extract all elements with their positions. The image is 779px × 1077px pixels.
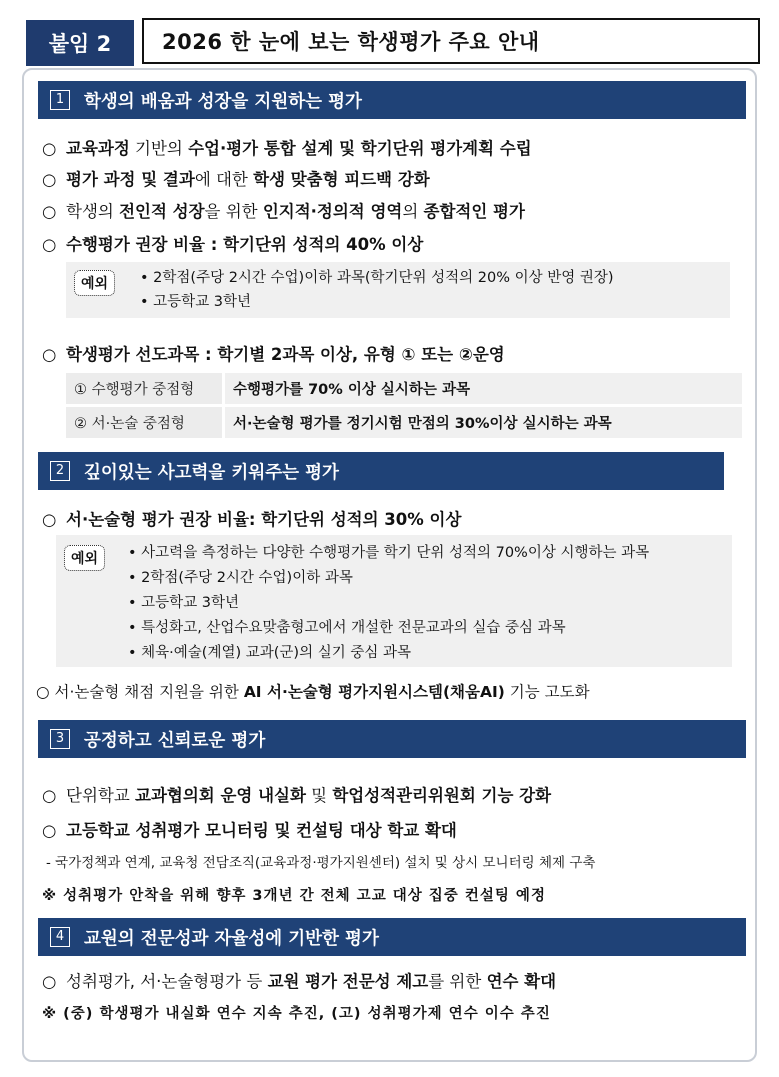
s3-note: ※ 성취평가 안착을 위해 향후 3개년 간 전체 고교 대상 집중 컨설팅 예정 [42, 888, 546, 904]
s3-sub-line: - 국가정책과 연계, 교육청 전담조직(교육과정·평가지원센터) 설치 및 상시 모니터링 체제 구축 [46, 855, 596, 871]
text-bold: 교과협의회 운영 내실화 [135, 786, 306, 805]
exception-item: • 체육·예술(계열) 교과(군)의 실기 중심 과목 [128, 645, 411, 661]
text-bold: 전인적 성장 [119, 202, 205, 221]
bullet-icon: ○ [42, 139, 57, 158]
exception-label: 예외 [64, 545, 105, 571]
text: 성취평가, 서·논술형평가 등 [66, 972, 268, 991]
s1-line-4 [42, 231, 423, 255]
text-bold: 수업·평가 통합 설계 및 학기단위 평가계획 수립 [188, 139, 532, 158]
text: 기능 고도화 [504, 683, 590, 701]
exception-item: • 고등학교 3학년 [140, 294, 252, 310]
table-row [66, 373, 742, 404]
s3-line-1 [42, 782, 551, 806]
text-bold: 학생 맞춤형 피드백 강화 [253, 170, 430, 189]
section-title: 깊이있는 사고력을 키워주는 평가 [84, 462, 339, 483]
s1-line-3 [42, 198, 525, 222]
text-bold: 수행평가 권장 비율 : 학기단위 성적의 40% 이상 [66, 235, 424, 254]
text-bold: 고등학교 성취평가 모니터링 및 컨설팅 대상 학교 확대 [66, 821, 457, 840]
text: 의 [402, 202, 424, 221]
bullet-icon: ○ [42, 972, 57, 991]
section-title: 교원의 전문성과 자율성에 기반한 평가 [84, 928, 379, 949]
bullet-icon: ○ [42, 786, 57, 805]
bullet-icon: ○ [42, 235, 57, 254]
section-3-header [38, 720, 746, 758]
s2-line-2 [36, 680, 590, 702]
s1-exception-box [66, 262, 730, 318]
bullet-icon: ○ [42, 821, 57, 840]
text: 을 위한 [204, 202, 263, 221]
attachment-tag: 붙임 2 [26, 20, 134, 66]
text-bold: 인지적·정의적 영역 [262, 202, 403, 221]
text-bold: 평가 과정 및 결과 [66, 170, 195, 189]
section-title: 학생의 배움과 성장을 지원하는 평가 [84, 91, 362, 112]
text-bold: 교원 평가 전문성 제고 [267, 972, 429, 991]
s2-exception-box [56, 535, 732, 667]
s1-line-2 [42, 166, 430, 190]
exception-item: • 2학점(주당 2시간 수업)이하 과목 [128, 570, 353, 586]
text: 서·논술형 채점 지원을 위한 [54, 683, 244, 701]
text: 를 위한 [428, 972, 487, 991]
section-4-header [38, 918, 746, 956]
text: 학생의 [66, 202, 120, 221]
bullet-icon: ○ [42, 510, 57, 529]
exception-label: 예외 [74, 270, 115, 296]
section-title: 공정하고 신뢰로운 평가 [84, 730, 266, 751]
s1-line-5 [42, 341, 505, 365]
s2-line-1 [42, 506, 461, 530]
section-number: 2 [50, 461, 70, 481]
s3-line-2 [42, 817, 457, 841]
text-bold: 학업성적관리위원회 기능 강화 [332, 786, 552, 805]
type-cell: ① 수행평가 중점형 [66, 373, 222, 404]
exception-item: • 2학점(주당 2시간 수업)이하 과목(학기단위 성적의 20% 이상 반영 권장) [140, 270, 614, 286]
text: 에 대한 [194, 170, 254, 189]
s1-line-1 [42, 135, 532, 159]
text: 및 [305, 786, 333, 805]
bullet-icon: ○ [36, 683, 50, 701]
text-bold: 종합적인 평가 [423, 202, 525, 221]
s4-line-1 [42, 968, 556, 992]
s4-note: ※ (중) 학생평가 내실화 연수 지속 추진, (고) 성취평가제 연수 이수 추진 [42, 1006, 551, 1022]
table-row [66, 407, 742, 438]
exception-item: • 고등학교 3학년 [128, 595, 240, 611]
bullet-icon: ○ [42, 202, 57, 221]
text-bold: AI 서·논술형 평가지원시스템(채움AI) [243, 683, 505, 701]
leading-subject-table [66, 370, 742, 441]
section-number: 3 [50, 729, 70, 749]
exception-item: • 특성화고, 산업수요맞춤형고에서 개설한 전문교과의 실습 중심 과목 [128, 620, 566, 636]
type-cell: ② 서·논술 중점형 [66, 407, 222, 438]
text-bold: 교육과정 [66, 139, 130, 158]
text-bold: 연수 확대 [486, 972, 557, 991]
exception-item: • 사고력을 측정하는 다양한 수행평가를 학기 단위 성적의 70%이상 시행하는 과목 [128, 545, 650, 561]
section-2-header [38, 452, 724, 490]
section-number: 1 [50, 90, 70, 110]
bullet-icon: ○ [42, 170, 57, 189]
desc-cell: 서·논술형 평가를 정기시험 만점의 30%이상 실시하는 과목 [222, 407, 742, 438]
text-bold: 학생평가 선도과목 : 학기별 2과목 이상, 유형 ① 또는 ②운영 [66, 345, 505, 364]
page-title: 2026 한 눈에 보는 학생평가 주요 안내 [142, 18, 760, 64]
text: 기반의 [129, 139, 189, 158]
text: 단위학교 [66, 786, 136, 805]
bullet-icon: ○ [42, 345, 57, 364]
desc-cell: 수행평가를 70% 이상 실시하는 과목 [222, 373, 742, 404]
section-number: 4 [50, 927, 70, 947]
text-bold: 서·논술형 평가 권장 비율: 학기단위 성적의 30% 이상 [66, 510, 462, 529]
section-1-header [38, 81, 746, 119]
